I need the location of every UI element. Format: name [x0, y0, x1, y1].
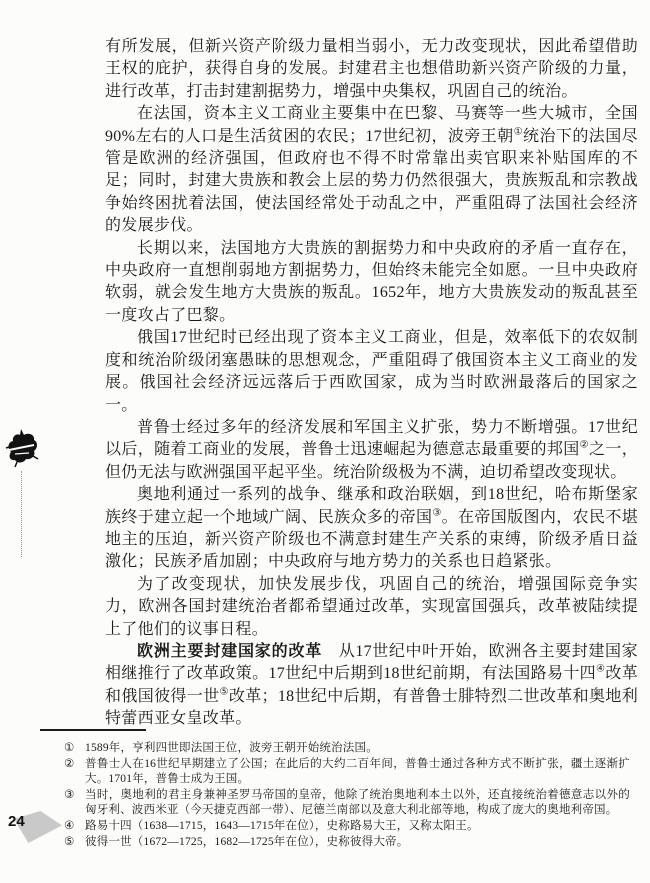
paragraph	[105, 417, 638, 484]
text-run: 从17世纪中叶开始，欧洲各主要封建国家相继推行了改革政策。17世纪中后期到18世纪前期，有法国路易十四	[105, 642, 638, 683]
footnote-ref: ④	[596, 664, 606, 676]
text-run: 。在帝国版图内，农民不堪地主的压迫，新兴资产阶级也不满意封建生产关系的束缚，阶级矛盾日益激化；民族矛盾加剧；中央政府与地方势力的关系也日趋紧张。	[105, 508, 638, 571]
text-run: 奥地利通过一系列的战争、继承和政治联姻，到18世纪，哈布斯堡家族终于建立起一个地域广阔、民族众多的帝国	[105, 486, 638, 526]
text-run: 俄国17世纪时已经出现了资本主义工商业，但是，效率低下的农奴制度和统治阶级闭塞愚昧的思想观念，严重阻碍了俄国资本主义工商业的发展。俄国社会经济远远落后于西欧国家，成为当时欧洲最落后的国家之一。	[105, 329, 638, 414]
paragraph	[105, 574, 638, 641]
footnote-item	[64, 835, 630, 851]
footnote-item	[64, 741, 630, 757]
footnote-text: 1589年，亨利四世即法国王位，波旁王朝开始统治法国。	[85, 742, 378, 754]
footnote-ref: ②	[579, 439, 589, 451]
text-run: 在法国，资本主义工商业主要集中在巴黎、马赛等一些大城市，全国90%左右的人口是生活贫困的农民；17世纪初，波旁王朝	[105, 105, 638, 145]
text-run: 有所发展，但新兴资产阶级力量相当弱小，无力改变现状，因此希望借助王权的庇护，获得自身的发展。封建君主也想借助新兴资产阶级的力量，进行改革，打击封建割据势力，增强中央集权，巩固自己的统治。	[105, 38, 638, 100]
paragraph	[105, 327, 638, 417]
footnote-marker: ⑤	[64, 835, 75, 848]
footnote-marker: ①	[64, 742, 75, 754]
footnote-item	[64, 819, 630, 835]
footnote-text: 彼得一世（1672—1725，1682—1725年在位），史称彼得大帝。	[85, 835, 409, 848]
footnote-marker: ②	[64, 757, 75, 770]
text-run: 长期以来，法国地方大贵族的割据势力和中央政府的矛盾一直存在，中央政府一直想削弱地方割据势力，但始终未能完全如愿。一旦中央政府软弱，就会发生地方大贵族的叛乱。1652年，地方大贵族发动的叛乱甚至一度攻占了巴黎。	[105, 239, 638, 324]
paragraph	[105, 484, 638, 574]
footnote-text: 普鲁士人在16世纪早期建立了公国；在此后的大约二百年间，普鲁士通过各种方式不断扩张，疆土逐渐扩大。1701年，普鲁士成为王国。	[85, 757, 630, 786]
footnote-text: 路易十四（1638—1715，1643—1715年在位），史称路易大王，又称太阳王。	[85, 819, 479, 832]
text-run: 统治下的法国尽管是欧洲的经济强国，但政府也不得不时常靠出卖官职来补贴国库的不足；同时，封建大贵族和教会上层的势力仍然很强大，贵族叛乱和宗教战争始终困扰着法国，使法国经常处于动乱之中，严重阻碍了法国社会经济的发展步伐。	[105, 127, 638, 235]
margin-dotted-rule	[21, 471, 22, 557]
section-subheading: 欧洲主要封建国家的改革	[137, 642, 323, 660]
body-text	[105, 36, 638, 731]
footnote-ref: ⑤	[219, 686, 229, 698]
page-number-block	[0, 808, 72, 854]
footnote-divider	[40, 729, 146, 731]
footnote-item	[64, 788, 630, 819]
paragraph	[105, 238, 638, 328]
text-run: 为了改变现状，加快发展步伐，巩固自己的统治，增强国际竞争实力，欧洲各国封建统治者都希望通过改革，实现富国强兵，改革被陆续提上了他们的议事日程。	[105, 575, 638, 638]
footnote-text: 当时，奥地利的君主身兼神圣罗马帝国的皇帝，他除了统治奥地利本土以外，还直接统治着德意志以外的匈牙利、波西米亚（今天捷克西部一带）、尼德兰南部以及意大利北部等地，构成了庞大的奥地利帝国。	[85, 788, 630, 817]
text-run: 普鲁士经过多年的经济发展和军国主义扩张，势力不断增强。17世纪以后，随着工商业的发展，普鲁士迅速崛起为德意志最重要的邦国	[105, 418, 638, 459]
text-run: 改革；18世纪中后期，有普鲁士腓特烈二世改革和奥地利特蕾西亚女皇改革。	[105, 687, 638, 728]
footnote-marker: ③	[64, 788, 75, 801]
page-number: 24	[8, 813, 25, 830]
text-run: 之一，但仍无法与欧洲强国平起平坐。统治阶级极为不满，迫切希望改变现状。	[105, 441, 639, 481]
paragraph	[105, 103, 638, 237]
footnote-marker: ④	[64, 819, 75, 832]
footnote-item	[64, 757, 630, 788]
text-run: 改革和俄国彼得一世	[105, 665, 638, 705]
footnote-ref: ③	[432, 507, 442, 519]
footnote-ref: ①	[513, 126, 524, 138]
footnotes	[64, 741, 630, 850]
paragraph	[105, 36, 638, 103]
margin-ornament-icon	[5, 425, 39, 469]
paragraph	[105, 641, 638, 731]
